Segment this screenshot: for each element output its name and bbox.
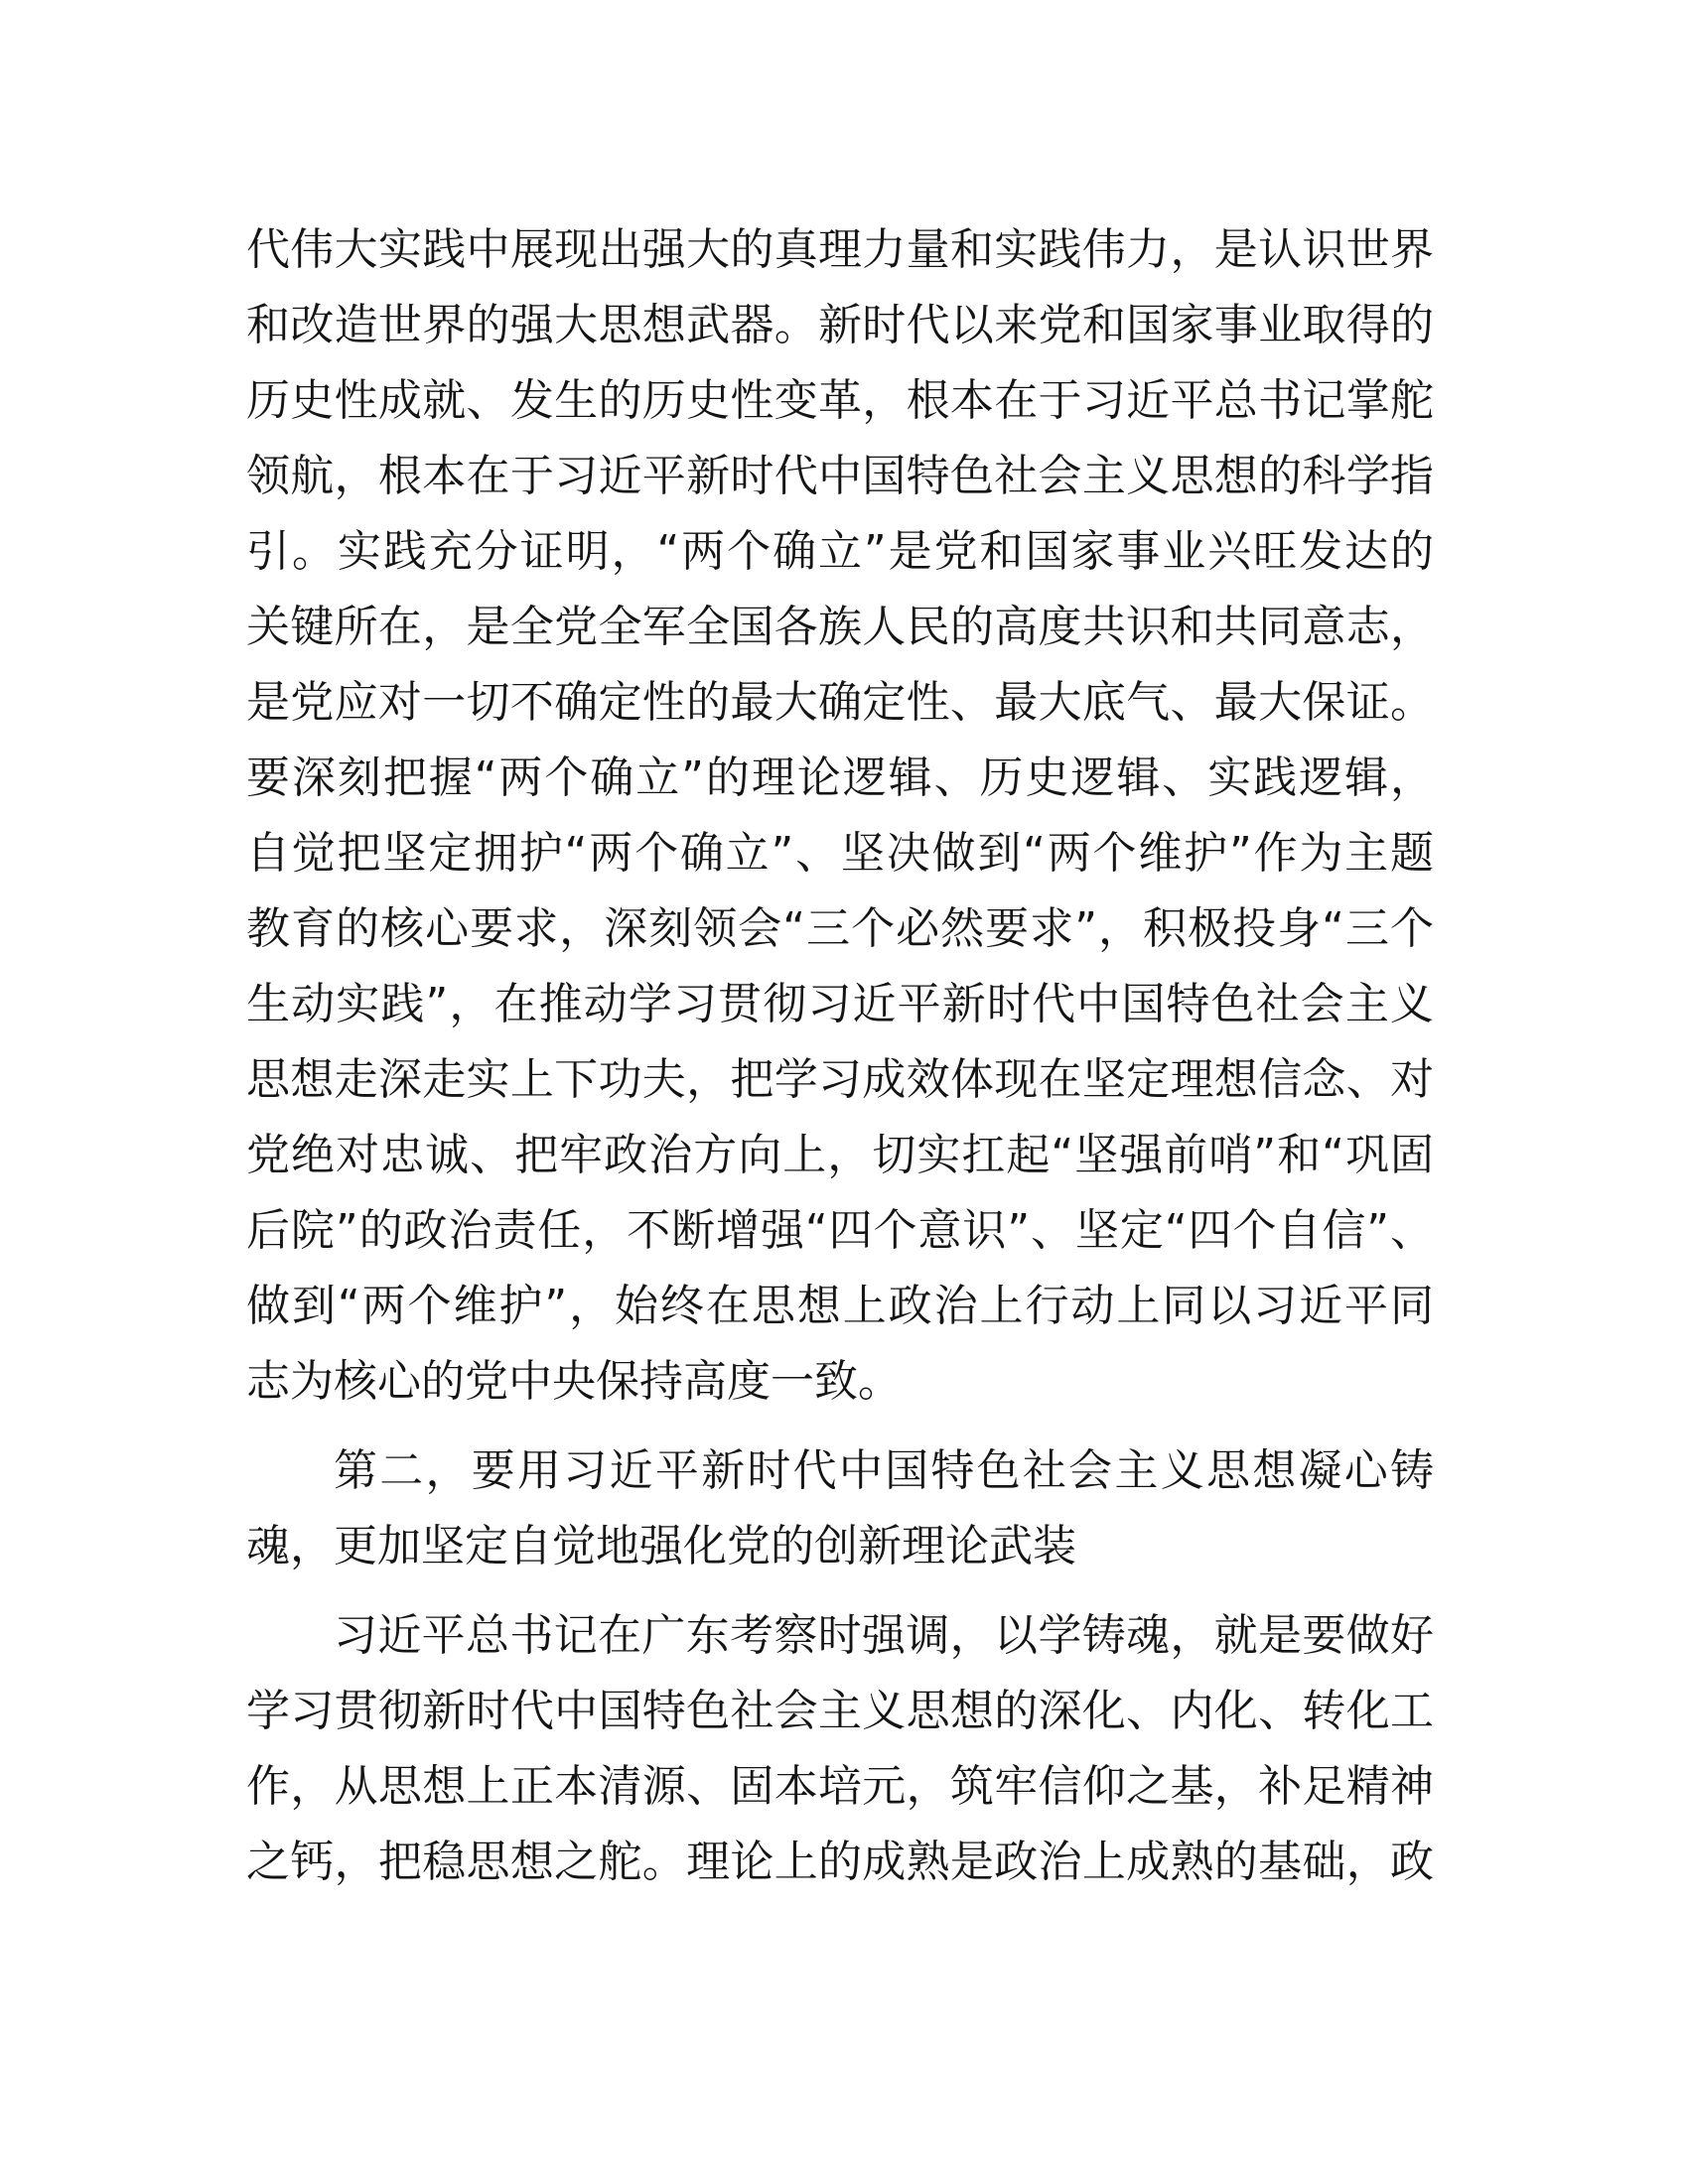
text-line: 关键所在，是全党全军全国各族人民的高度共识和共同意志， [246, 602, 1434, 652]
text-line: 学习贯彻新时代中国特色社会主义思想的深化、内化、转化工 [246, 1686, 1434, 1736]
text-line: 作，从思想上正本清源、固本培元，筑牢信仰之基，补足精神 [246, 1761, 1434, 1812]
text-line: 代伟大实践中展现出强大的真理力量和实践伟力，是认识世界 [246, 224, 1434, 275]
text-line: 要深刻把握“两个确立”的理论逻辑、历史逻辑、实践逻辑， [246, 752, 1434, 803]
text-line: 思想走深走实上下功夫，把学习成效体现在坚定理想信念、对 [246, 1054, 1434, 1105]
text-line: 生动实践”，在推动学习贯彻习近平新时代中国特色社会主义 [246, 979, 1434, 1029]
paragraph-1 [246, 212, 1434, 1420]
text-line: 之钙，把稳思想之舵。理论上的成熟是政治上成熟的基础，政 [246, 1837, 1434, 1887]
paragraph-2-heading [246, 1433, 1434, 1584]
text-line: 党绝对忠诚、把牢政治方向上，切实扛起“坚强前哨”和“巩固 [246, 1130, 1434, 1180]
text-line: 自觉把坚定拥护“两个确立”、坚决做到“两个维护”作为主题 [246, 828, 1434, 879]
paragraph-3 [246, 1598, 1434, 1900]
text-line: 后院”的政治责任，不断增强“四个意识”、坚定“四个自信”、 [246, 1205, 1434, 1256]
text-line: 和改造世界的强大思想武器。新时代以来党和国家事业取得的 [246, 300, 1434, 350]
text-line: 习近平总书记在广东考察时强调，以学铸魂，就是要做好 [334, 1610, 1434, 1661]
text-line: 是党应对一切不确定性的最大确定性、最大底气、最大保证。 [246, 677, 1434, 728]
text-line: 领航，根本在于习近平新时代中国特色社会主义思想的科学指 [246, 451, 1434, 501]
heading-line: 第二，要用习近平新时代中国特色社会主义思想凝心铸 [334, 1445, 1434, 1496]
text-line: 做到“两个维护”，始终在思想上政治上行动上同以习近平同 [246, 1281, 1434, 1331]
text-line: 志为核心的党中央保持高度一致。 [246, 1356, 902, 1407]
text-line: 引。实践充分证明，“两个确立”是党和国家事业兴旺发达的 [246, 526, 1434, 577]
heading-line: 魂，更加坚定自觉地强化党的创新理论武装 [246, 1521, 1076, 1571]
text-line: 历史性成就、发生的历史性变革，根本在于习近平总书记掌舵 [246, 375, 1434, 426]
paragraph-spacer [246, 1420, 1434, 1433]
document-page [246, 212, 1434, 1900]
paragraph-spacer [246, 1584, 1434, 1598]
text-line: 教育的核心要求，深刻领会“三个必然要求”，积极投身“三个 [246, 903, 1434, 954]
